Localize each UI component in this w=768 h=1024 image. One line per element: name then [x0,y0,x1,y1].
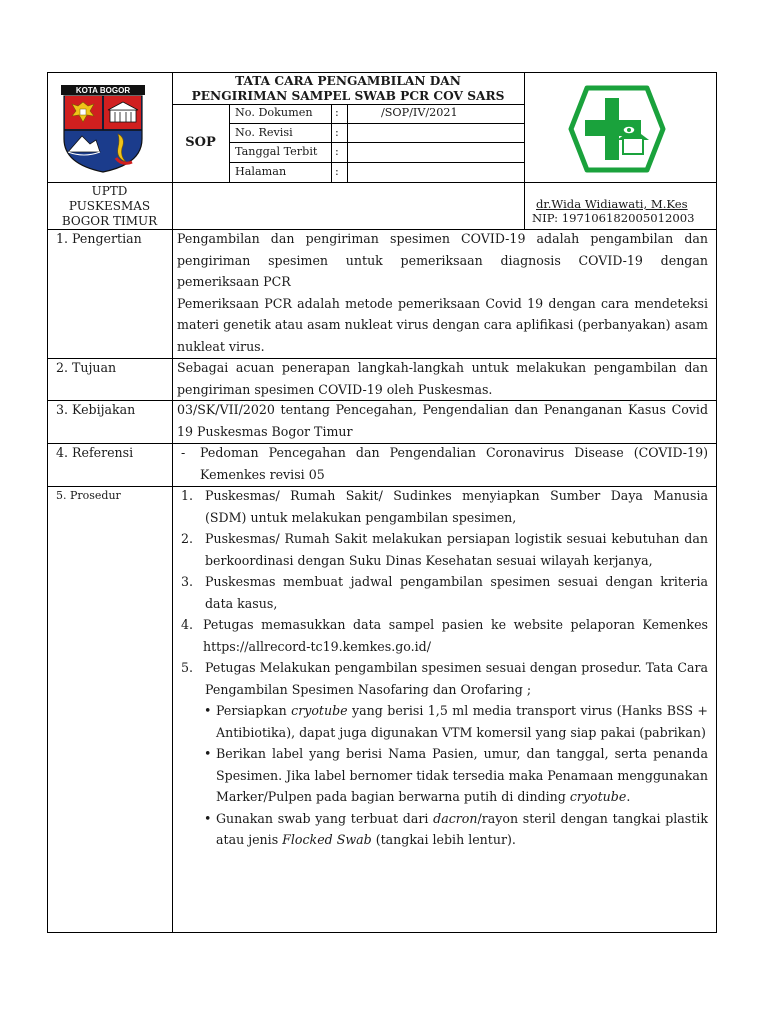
grid-line [229,162,524,163]
field-label-tanggal-terbit: Tanggal Terbit [235,145,318,158]
sop-label: SOP [185,135,216,150]
org-line-3: BOGOR TIMUR [61,214,158,228]
step-number: 5. [181,660,194,675]
field-separator: : [335,106,339,119]
bullet-text: (tangkai lebih lentur). [371,832,516,847]
bullet-dot-icon: • [204,746,212,761]
grid-line [524,72,525,230]
step-text: Puskesmas/ Rumah Sakit/ Sudinkes menyiapkan Sumber Daya Manusia (SDM) untuk melakukan pengambilan spesimen, [205,488,708,525]
bullet-text: Persiapkan [216,703,292,718]
puskesmas-logo [567,84,667,174]
section-label-prosedur: 5. Prosedur [56,489,121,502]
section-label-referensi: 4. Referensi [56,445,134,460]
field-label-no-revisi: No. Revisi [235,126,293,139]
kebijakan-content [177,399,708,442]
bullet-dot-icon: • [204,810,212,826]
field-value-no-dokumen: /SOP/IV/2021 [381,106,458,119]
grid-line [172,104,524,105]
bullet-italic-term: cryotube [291,703,348,718]
field-separator: : [335,126,339,139]
org-line-2: PUSKESMAS [68,199,151,213]
field-separator: : [335,165,339,178]
bullet-text: /rayon steril dengan tangkai plastik atau jenis [216,810,708,847]
prosedur-step [181,614,708,657]
grid-line [172,72,173,933]
prosedur-step [181,528,708,571]
step-number: 3. [181,574,194,589]
kota-bogor-logo [60,84,146,174]
section-label-kebijakan: 3. Kebijakan [56,402,136,417]
pengertian-content [177,228,708,357]
signer-nip: NIP: 197106182005012003 [532,211,695,225]
prosedur-bullet [204,808,708,851]
field-label-halaman: Halaman [235,165,287,178]
step-number: 2. [181,531,194,546]
pengertian-paragraph-2: Pemeriksaan PCR adalah metode pemeriksaan Covid 19 dengan cara mendeteksi materi genetik atau asam nukleat virus dengan cara aplifikasi (perbanyakan) asam nukleat virus. [177,295,708,354]
step-text: Puskesmas membuat jadwal pengambilan spesimen sesuai dengan kriteria data kasus, [205,574,708,611]
referensi-paragraph: Pedoman Pencegahan dan Pengendalian Coronavirus Disease (COVID-19) Kemenkes revisi 05 [200,445,708,482]
bullet-dot-icon: • [204,703,212,718]
logo-title: KOTA BOGOR [75,86,131,95]
section-label-pengertian: 1. Pengertian [56,231,142,246]
grid-line [229,104,230,182]
bullet-italic-term: cryotube [569,789,627,804]
field-separator: : [335,145,339,158]
bullet-text: . [626,789,631,804]
signer-name: dr.Wida Widiawati, M.Kes [536,197,688,211]
step-number: 4. [181,617,194,632]
prosedur-steps [181,485,708,851]
grid-line [47,932,717,933]
grid-line [47,72,717,73]
referensi-content [200,442,708,485]
bullet-text: yang berisi 1,5 ml media transport virus (Hanks BSS + Antibiotika), dapat juga digunakan VTM komersil yang siap pakai (pabrikan) [216,703,708,740]
referensi-dash: - [181,445,186,460]
bullet-italic-term: Flocked Swab [282,832,372,847]
org-line-1: UPTD [91,184,128,198]
bullet-text: Berikan label yang berisi Nama Pasien, umur, dan tanggal, serta penanda Spesimen. Jika label bernomer tidak tersedia maka Penamaan menggunakan Marker/Pulpen pada bagian berwarna putih di dinding [216,746,708,804]
pengertian-paragraph-1: Pengambilan dan pengiriman spesimen COVID-19 adalah pengambilan dan pengiriman spesimen untuk pemeriksaan diagnosis COVID-19 dengan pemeriksaan PCR [177,231,708,289]
step-text: Puskesmas/ Rumah Sakit melakukan persiapan logistik sesuai kebutuhan dan berkoordinasi dengan Suku Dinas Kesehatan sesuai wilayah kerjanya, [205,531,708,568]
prosedur-step [181,657,708,700]
step-text: Petugas Melakukan pengambilan spesimen sesuai dengan prosedur. Tata Cara Pengambilan Spesimen Nasofaring dan Orofaring ; [205,660,708,697]
step-number: 1. [181,488,194,503]
bullet-text: Gunakan swab yang terbuat dari [216,810,434,826]
grid-line [229,142,524,143]
tujuan-paragraph: Sebagai acuan penerapan langkah-langkah untuk melakukan pengambilan dan pengiriman spesimen COVID-19 oleh Puskesmas. [177,360,708,397]
grid-line [347,104,348,182]
document-title-line-1: TATA CARA PENGAMBILAN DAN [235,74,461,88]
document-title-line-2: PENGIRIMAN SAMPEL SWAB PCR COV SARS [191,89,505,103]
bullet-italic-term: dacron [433,810,478,826]
grid-line [47,182,717,183]
step-text: Petugas memasukkan data sampel pasien ke website pelaporan Kemenkes https://allrecord-tc19.kemkes.go.id/ [203,617,708,654]
kebijakan-paragraph: 03/SK/VII/2020 tentang Pencegahan, Pengendalian dan Penanganan Kasus Covid 19 Puskesmas Bogor Timur [177,402,708,439]
prosedur-step [181,485,708,528]
prosedur-step [181,571,708,614]
prosedur-bullet [204,743,708,808]
grid-line [331,104,332,182]
grid-line [229,123,524,124]
prosedur-bullet [204,700,708,743]
field-label-no-dokumen: No. Dokumen [235,106,313,119]
section-label-tujuan: 2. Tujuan [56,360,117,375]
tujuan-content [177,357,708,400]
grid-line [716,72,717,933]
